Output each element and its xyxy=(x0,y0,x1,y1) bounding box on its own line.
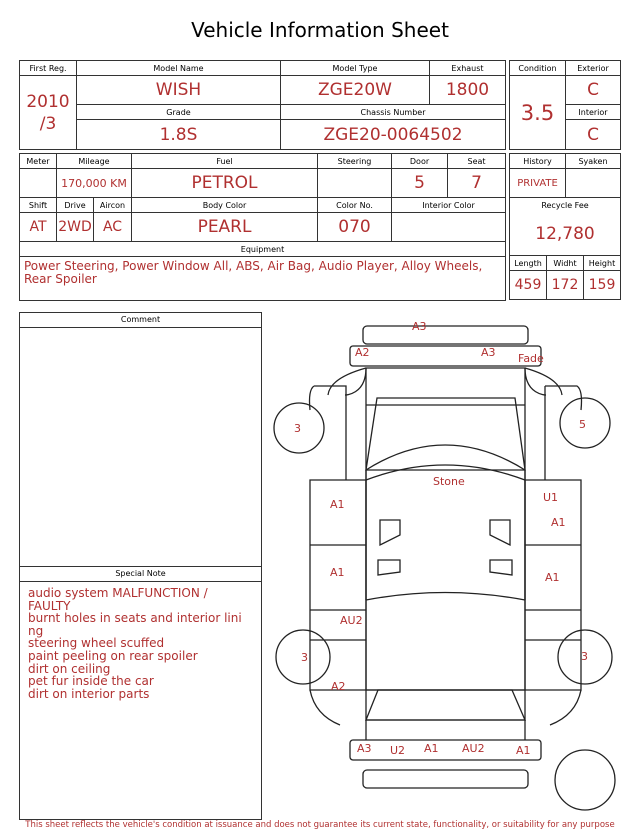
mark-rear-bumper: A1 xyxy=(516,744,531,757)
mark-front-right-corner: A3 xyxy=(481,346,496,359)
door-label: Door xyxy=(392,154,448,169)
mark-right-rear-door: A1 xyxy=(545,571,560,584)
exhaust-label: Exhaust xyxy=(430,61,506,76)
mark-front-right-edge: Fade xyxy=(518,352,544,365)
fuel-label: Fuel xyxy=(132,154,318,169)
model-type-value: ZGE20W xyxy=(281,76,430,105)
first-reg-year: 2010 xyxy=(26,91,70,112)
mark-left-rocker: AU2 xyxy=(340,614,363,627)
first-reg-label: First Reg. xyxy=(20,61,77,76)
model-name-label: Model Name xyxy=(77,61,281,76)
first-reg-month: /3 xyxy=(39,113,57,134)
disclaimer-footer: This sheet reflects the vehicle's condition at issuance and does not guarantee its current state, functionality, or suitability for any purpose xyxy=(25,820,615,830)
special-note-line: dirt on interior parts xyxy=(28,686,150,701)
sheet-title: Vehicle Information Sheet xyxy=(191,18,449,42)
front-bumper-bar xyxy=(363,326,528,344)
left-side xyxy=(310,480,366,690)
mileage-label: Mileage xyxy=(57,154,132,169)
drive-value: 2WD xyxy=(57,213,94,242)
right-side xyxy=(525,480,581,690)
special-note-line: dirt on ceiling xyxy=(28,661,111,676)
chassis-value: ZGE20-0064502 xyxy=(281,120,506,150)
mark-rear-left-quarter: A2 xyxy=(331,680,346,693)
mark-rear-right-wheel: 3 xyxy=(581,650,588,663)
body-color-label: Body Color xyxy=(132,198,318,213)
shift-value: AT xyxy=(20,213,57,242)
body-outline xyxy=(366,368,525,690)
mark-right-front-door-upper: U1 xyxy=(543,491,559,504)
special-note-line: burnt holes in seats and interior lini xyxy=(28,611,242,626)
history-label: History xyxy=(510,154,566,169)
height-label: Height xyxy=(584,256,621,271)
history-value: PRIVATE xyxy=(510,169,566,198)
seat-label: Seat xyxy=(448,154,506,169)
shift-label: Shift xyxy=(20,198,57,213)
aircon-value: AC xyxy=(94,213,132,242)
recycle-fee-value: 12,780 xyxy=(510,213,621,256)
drive-label: Drive xyxy=(57,198,94,213)
fuel-value: PETROL xyxy=(132,169,318,198)
mark-left-rear-door: A1 xyxy=(330,566,345,579)
windshield-top xyxy=(366,445,525,470)
exterior-label: Exterior xyxy=(566,61,621,76)
width-label: Widht xyxy=(547,256,584,271)
mark-rear-bumper: A3 xyxy=(357,742,372,755)
side-windows-rear xyxy=(378,560,512,575)
mark-right-front-door: A1 xyxy=(551,516,566,529)
mark-left-front-door: A1 xyxy=(330,498,345,511)
special-note-header: Special Note xyxy=(20,566,261,582)
mark-front-left-wheel: 3 xyxy=(294,422,301,435)
steering-label: Steering xyxy=(318,154,392,169)
side-windows-front xyxy=(380,520,510,545)
equipment-label: Equipment xyxy=(20,242,506,257)
length-value: 459 xyxy=(510,271,547,300)
mark-rear-bumper: U2 xyxy=(390,744,406,757)
exhaust-value: 1800 xyxy=(430,76,506,105)
mark-rear-bumper: AU2 xyxy=(462,742,485,755)
mark-rear-left-wheel: 3 xyxy=(301,651,308,664)
mileage-value: 170,000 KM xyxy=(57,169,132,198)
exterior-value: C xyxy=(566,76,621,105)
grade-value: 1.8S xyxy=(77,120,281,150)
rear-bumper-bar xyxy=(363,770,528,788)
seat-value: 7 xyxy=(448,169,506,198)
body-color-value: PEARL xyxy=(132,213,318,242)
interior-label: Interior xyxy=(566,105,621,120)
special-note-line: paint peeling on rear spoiler xyxy=(28,648,198,663)
equipment-value: Power Steering, Power Window All, ABS, Air Bag, Audio Player, Alloy Wheels, Rear Spoiler xyxy=(20,257,506,301)
condition-label: Condition xyxy=(510,61,566,76)
spare-wheel xyxy=(555,750,615,810)
mark-front-right-wheel: 5 xyxy=(579,418,586,431)
rear-window-line xyxy=(366,593,525,601)
tailgate xyxy=(366,690,525,720)
meter-label: Meter xyxy=(20,154,57,169)
color-no-label: Color No. xyxy=(318,198,392,213)
interior-value: C xyxy=(566,120,621,150)
width-value: 172 xyxy=(547,271,584,300)
mark-front-left-corner: A2 xyxy=(355,346,370,359)
condition-value: 3.5 xyxy=(510,76,566,150)
hood xyxy=(366,398,525,470)
special-note-line: audio system MALFUNCTION / FAULTY xyxy=(28,586,208,613)
color-no-value: 070 xyxy=(318,213,392,242)
model-type-label: Model Type xyxy=(281,61,430,76)
grade-label: Grade xyxy=(77,105,281,120)
special-note-line: ng xyxy=(28,623,44,638)
special-note-line: pet fur inside the car xyxy=(28,674,154,689)
front-bumper xyxy=(350,346,541,366)
mark-rear-bumper: A1 xyxy=(424,742,439,755)
model-name-value: WISH xyxy=(77,76,281,105)
height-value: 159 xyxy=(584,271,621,300)
recycle-fee-label: Recycle Fee xyxy=(510,198,621,213)
interior-color-label: Interior Color xyxy=(392,198,506,213)
comment-header: Comment xyxy=(20,313,261,328)
length-label: Length xyxy=(510,256,547,271)
rear-bumper xyxy=(350,740,541,760)
aircon-label: Aircon xyxy=(94,198,132,213)
door-value: 5 xyxy=(392,169,448,198)
syaken-label: Syaken xyxy=(566,154,621,169)
chassis-label: Chassis Number xyxy=(281,105,506,120)
mark-front-bumper: A3 xyxy=(412,320,427,333)
mark-roof: Stone xyxy=(433,475,465,488)
special-note-line: steering wheel scuffed xyxy=(28,636,165,651)
